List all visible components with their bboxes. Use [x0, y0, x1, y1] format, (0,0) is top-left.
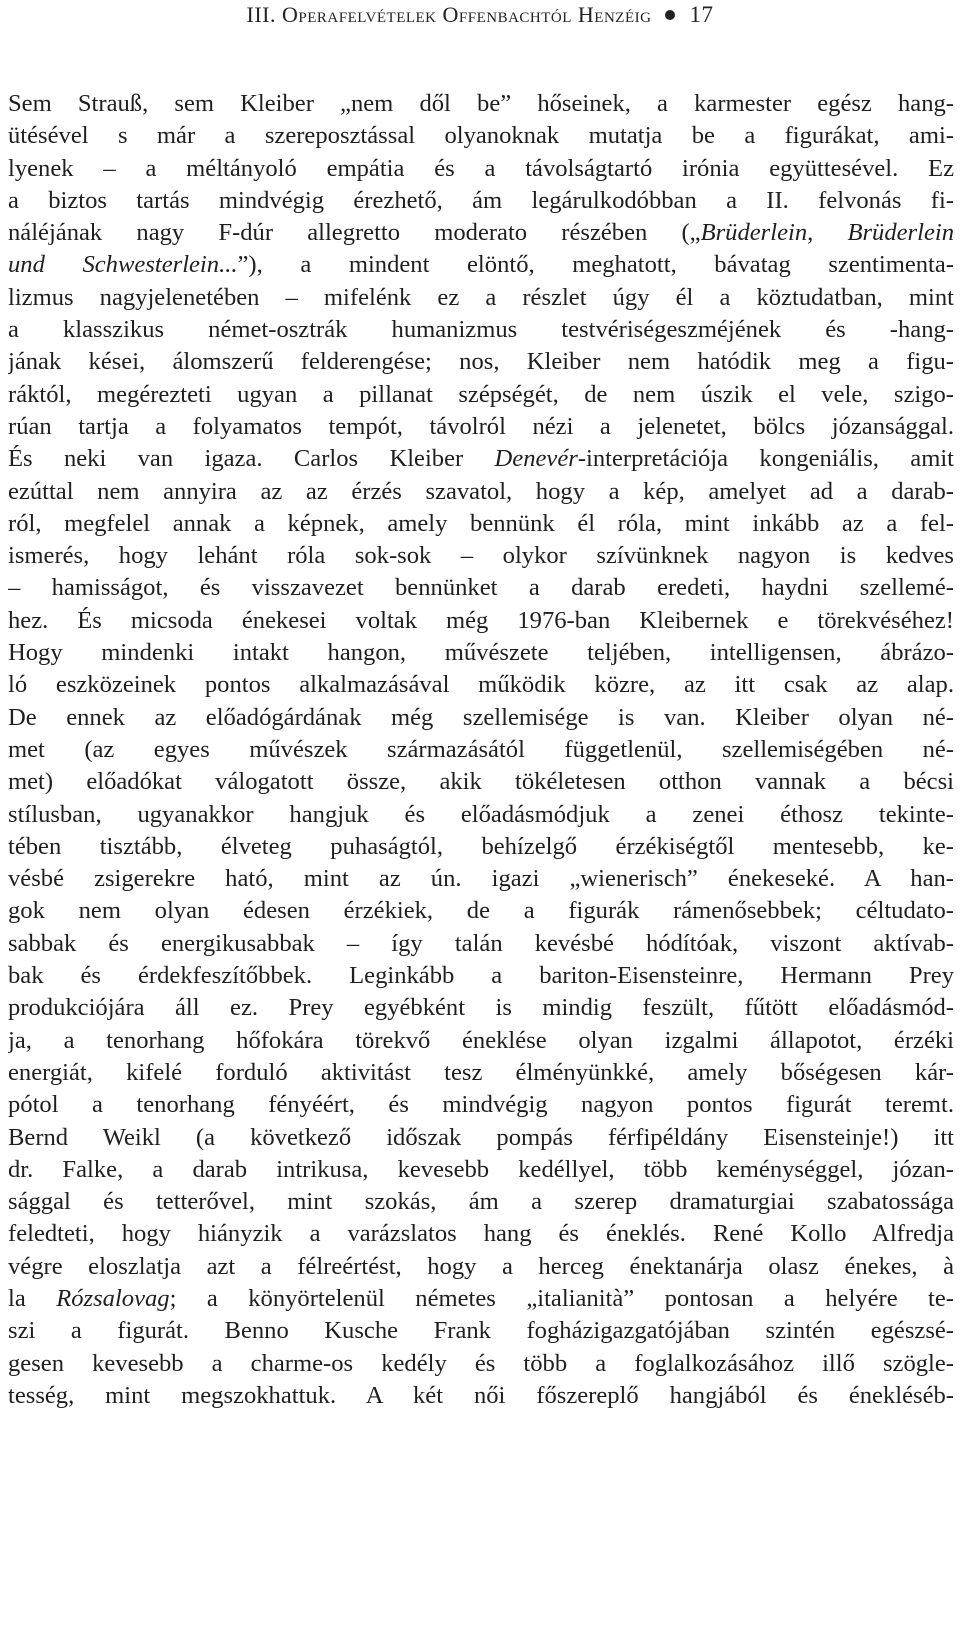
text-segment: ja, a tenorhang hőfokára törekvő éneklése olyan izgalmi állapotot, érzéki	[8, 1026, 954, 1054]
running-header	[0, 2, 960, 28]
text-line	[8, 1218, 954, 1250]
text-segment: ”), a mindent elöntő, meghatott, bávatag szentimenta-	[237, 251, 954, 279]
text-line	[8, 120, 954, 152]
text-line	[8, 1089, 954, 1121]
text-segment: ütésével s már a szereposztással olyanoknak mutatja be a figurákat, ami-	[8, 122, 954, 150]
italic-title: Denevér	[494, 445, 578, 473]
text-segment: ról, megfelel annak a képnek, amely bennünk él róla, mint inkább az a fel-	[8, 509, 954, 537]
text-line	[8, 1315, 954, 1347]
text-segment: -interpretációja kongeniális, amit	[577, 445, 954, 473]
text-segment: a klasszikus német-osztrák humanizmus testvériségeszméjének és -hang-	[8, 316, 954, 344]
text-line	[8, 411, 954, 443]
text-line	[8, 928, 954, 960]
text-line	[8, 1057, 954, 1089]
text-segment: Hogy mindenki intakt hangon, művészete teljében, intelligensen, ábrázo-	[8, 639, 954, 667]
text-segment: met (az egyes művészek származásától függetlenül, szellemiségében né-	[8, 735, 954, 763]
text-line	[8, 1186, 954, 1218]
text-line	[8, 88, 954, 120]
text-segment: sabbak és energikusabbak – így talán kevésbé hódítóak, viszont aktívab-	[8, 929, 954, 957]
text-line	[8, 282, 954, 314]
text-segment: ; a könyörtelenül németes „italianità” pontosan a helyére te-	[169, 1284, 954, 1312]
text-line	[8, 249, 954, 281]
text-line	[8, 637, 954, 669]
text-line	[8, 1283, 954, 1315]
text-line	[8, 217, 954, 249]
text-line	[8, 379, 954, 411]
text-line	[8, 799, 954, 831]
text-segment: végre eloszlatja azt a félreértést, hogy a herceg énektanárja olasz énekes, à	[8, 1252, 954, 1280]
text-line	[8, 508, 954, 540]
text-line	[8, 1348, 954, 1380]
text-line	[8, 314, 954, 346]
text-segment: vésbé zsigerekre ható, mint az ún. igazi „wienerisch” énekeseké. A han-	[8, 865, 954, 893]
text-line	[8, 572, 954, 604]
text-line	[8, 185, 954, 217]
text-segment: ráktól, megérezteti ugyan a pillanat szépségét, de nem úszik el vele, szigo-	[8, 380, 954, 408]
bullet-separator-icon	[665, 10, 675, 20]
text-line	[8, 669, 954, 701]
text-line	[8, 734, 954, 766]
text-segment: produkciójára áll ez. Prey egyébként is mindig feszült, fűtött előadásmód-	[8, 994, 954, 1022]
text-segment: pótol a tenorhang fényéért, és mindvégig nagyon pontos figurát teremt.	[8, 1091, 954, 1119]
text-line	[8, 960, 954, 992]
text-segment: gok nem olyan édesen érzékiek, de a figurák rámenősebbek; céltudato-	[8, 897, 954, 925]
text-line	[8, 895, 954, 927]
text-segment: – hamisságot, és visszavezet bennünket a darab eredeti, haydni szellemé-	[8, 574, 954, 602]
text-line	[8, 443, 954, 475]
text-line	[8, 153, 954, 185]
text-line	[8, 1122, 954, 1154]
text-segment: ló eszközeinek pontos alkalmazásával működik közre, az itt csak az alap.	[8, 671, 954, 699]
text-line	[8, 476, 954, 508]
text-line	[8, 863, 954, 895]
text-segment: feledteti, hogy hiányzik a varázslatos hang és éneklés. René Kollo Alfredja	[8, 1220, 954, 1248]
page-number: 17	[689, 2, 714, 27]
text-segment: lizmus nagyjelenetében – mifelénk ez a részlet úgy él a köztudatban, mint	[8, 283, 954, 311]
italic-title: und Schwesterlein...	[8, 251, 238, 279]
text-line	[8, 1025, 954, 1057]
text-line	[8, 540, 954, 572]
text-segment: ezúttal nem annyira az az érzés szavatol, hogy a kép, amelyet ad a darab-	[8, 477, 954, 505]
text-line	[8, 831, 954, 863]
text-segment: dr. Falke, a darab intrikusa, kevesebb kedéllyel, több keménységgel, józan-	[8, 1155, 954, 1183]
text-line	[8, 992, 954, 1024]
text-segment: ismerés, hogy lehánt róla sok-sok – olykor szívünknek nagyon is kedves	[8, 542, 954, 570]
text-line	[8, 766, 954, 798]
text-segment: stílusban, ugyanakkor hangjuk és előadásmódjuk a zenei éthosz tekinte-	[8, 800, 954, 828]
text-segment: hez. És micsoda énekesei voltak még 1976-ban Kleibernek e törekvéséhez!	[8, 606, 954, 634]
italic-title: Brüderlein, Brüderlein	[700, 219, 954, 247]
chapter-title: Operafelvételek Offenbachtól Henzéig	[282, 2, 652, 27]
text-segment: la	[8, 1284, 57, 1312]
text-line	[8, 1380, 954, 1412]
text-segment: bak és érdekfeszítőbbek. Leginkább a bariton-Eisensteinre, Hermann Prey	[8, 962, 954, 990]
text-line	[8, 346, 954, 378]
text-segment: rúan tartja a folyamatos tempót, távolról nézi a jelenetet, bölcs józansággal.	[8, 412, 954, 440]
text-segment: Bernd Weikl (a következő időszak pompás férfipéldány Eisensteinje!) itt	[8, 1123, 954, 1151]
text-line	[8, 1251, 954, 1283]
body-paragraph	[8, 88, 954, 1412]
text-segment: gesen kevesebb a charme-os kedély és több a foglalkozásához illő szögle-	[8, 1349, 954, 1377]
text-segment: náléjának nagy F-dúr allegretto moderato részében („	[8, 219, 701, 247]
text-segment: met) előadókat válogatott össze, akik tökéletesen otthon vannak a bécsi	[8, 768, 954, 796]
text-segment: tében tisztább, élveteg puhaságtól, behízelgő érzékiségtől mentesebb, ke-	[8, 832, 954, 860]
text-segment: a biztos tartás mindvégig érezhető, ám legárulkodóbban a II. felvonás fi-	[8, 186, 954, 214]
text-line	[8, 1154, 954, 1186]
text-segment: tesség, mint megszokhattuk. A két női főszereplő hangjából és énekléséb-	[8, 1381, 954, 1409]
text-segment: Sem Strauß, sem Kleiber „nem dől be” hőseinek, a karmester egész hang-	[8, 90, 954, 117]
text-segment: sággal és tetterővel, mint szokás, ám a szerep dramaturgiai szabatossága	[8, 1188, 954, 1216]
text-segment: lyenek – a méltányoló empátia és a távolságtartó irónia együttesével. Ez	[8, 154, 954, 182]
text-line	[8, 605, 954, 637]
text-line	[8, 702, 954, 734]
text-segment: De ennek az előadógárdának még szellemisége is van. Kleiber olyan né-	[8, 703, 954, 731]
text-segment: jának kései, álomszerű felderengése; nos, Kleiber nem hatódik meg a figu-	[8, 348, 954, 376]
italic-title: Rózsalovag	[56, 1284, 170, 1312]
text-segment: energiát, kifelé forduló aktivitást tesz élményünkké, amely bőségesen kár-	[8, 1058, 954, 1086]
text-segment: És neki van igaza. Carlos Kleiber	[8, 445, 495, 473]
text-segment: szi a figurát. Benno Kusche Frank fogházigazgatójában szintén egészsé-	[8, 1317, 954, 1345]
chapter-number: III.	[246, 2, 277, 27]
